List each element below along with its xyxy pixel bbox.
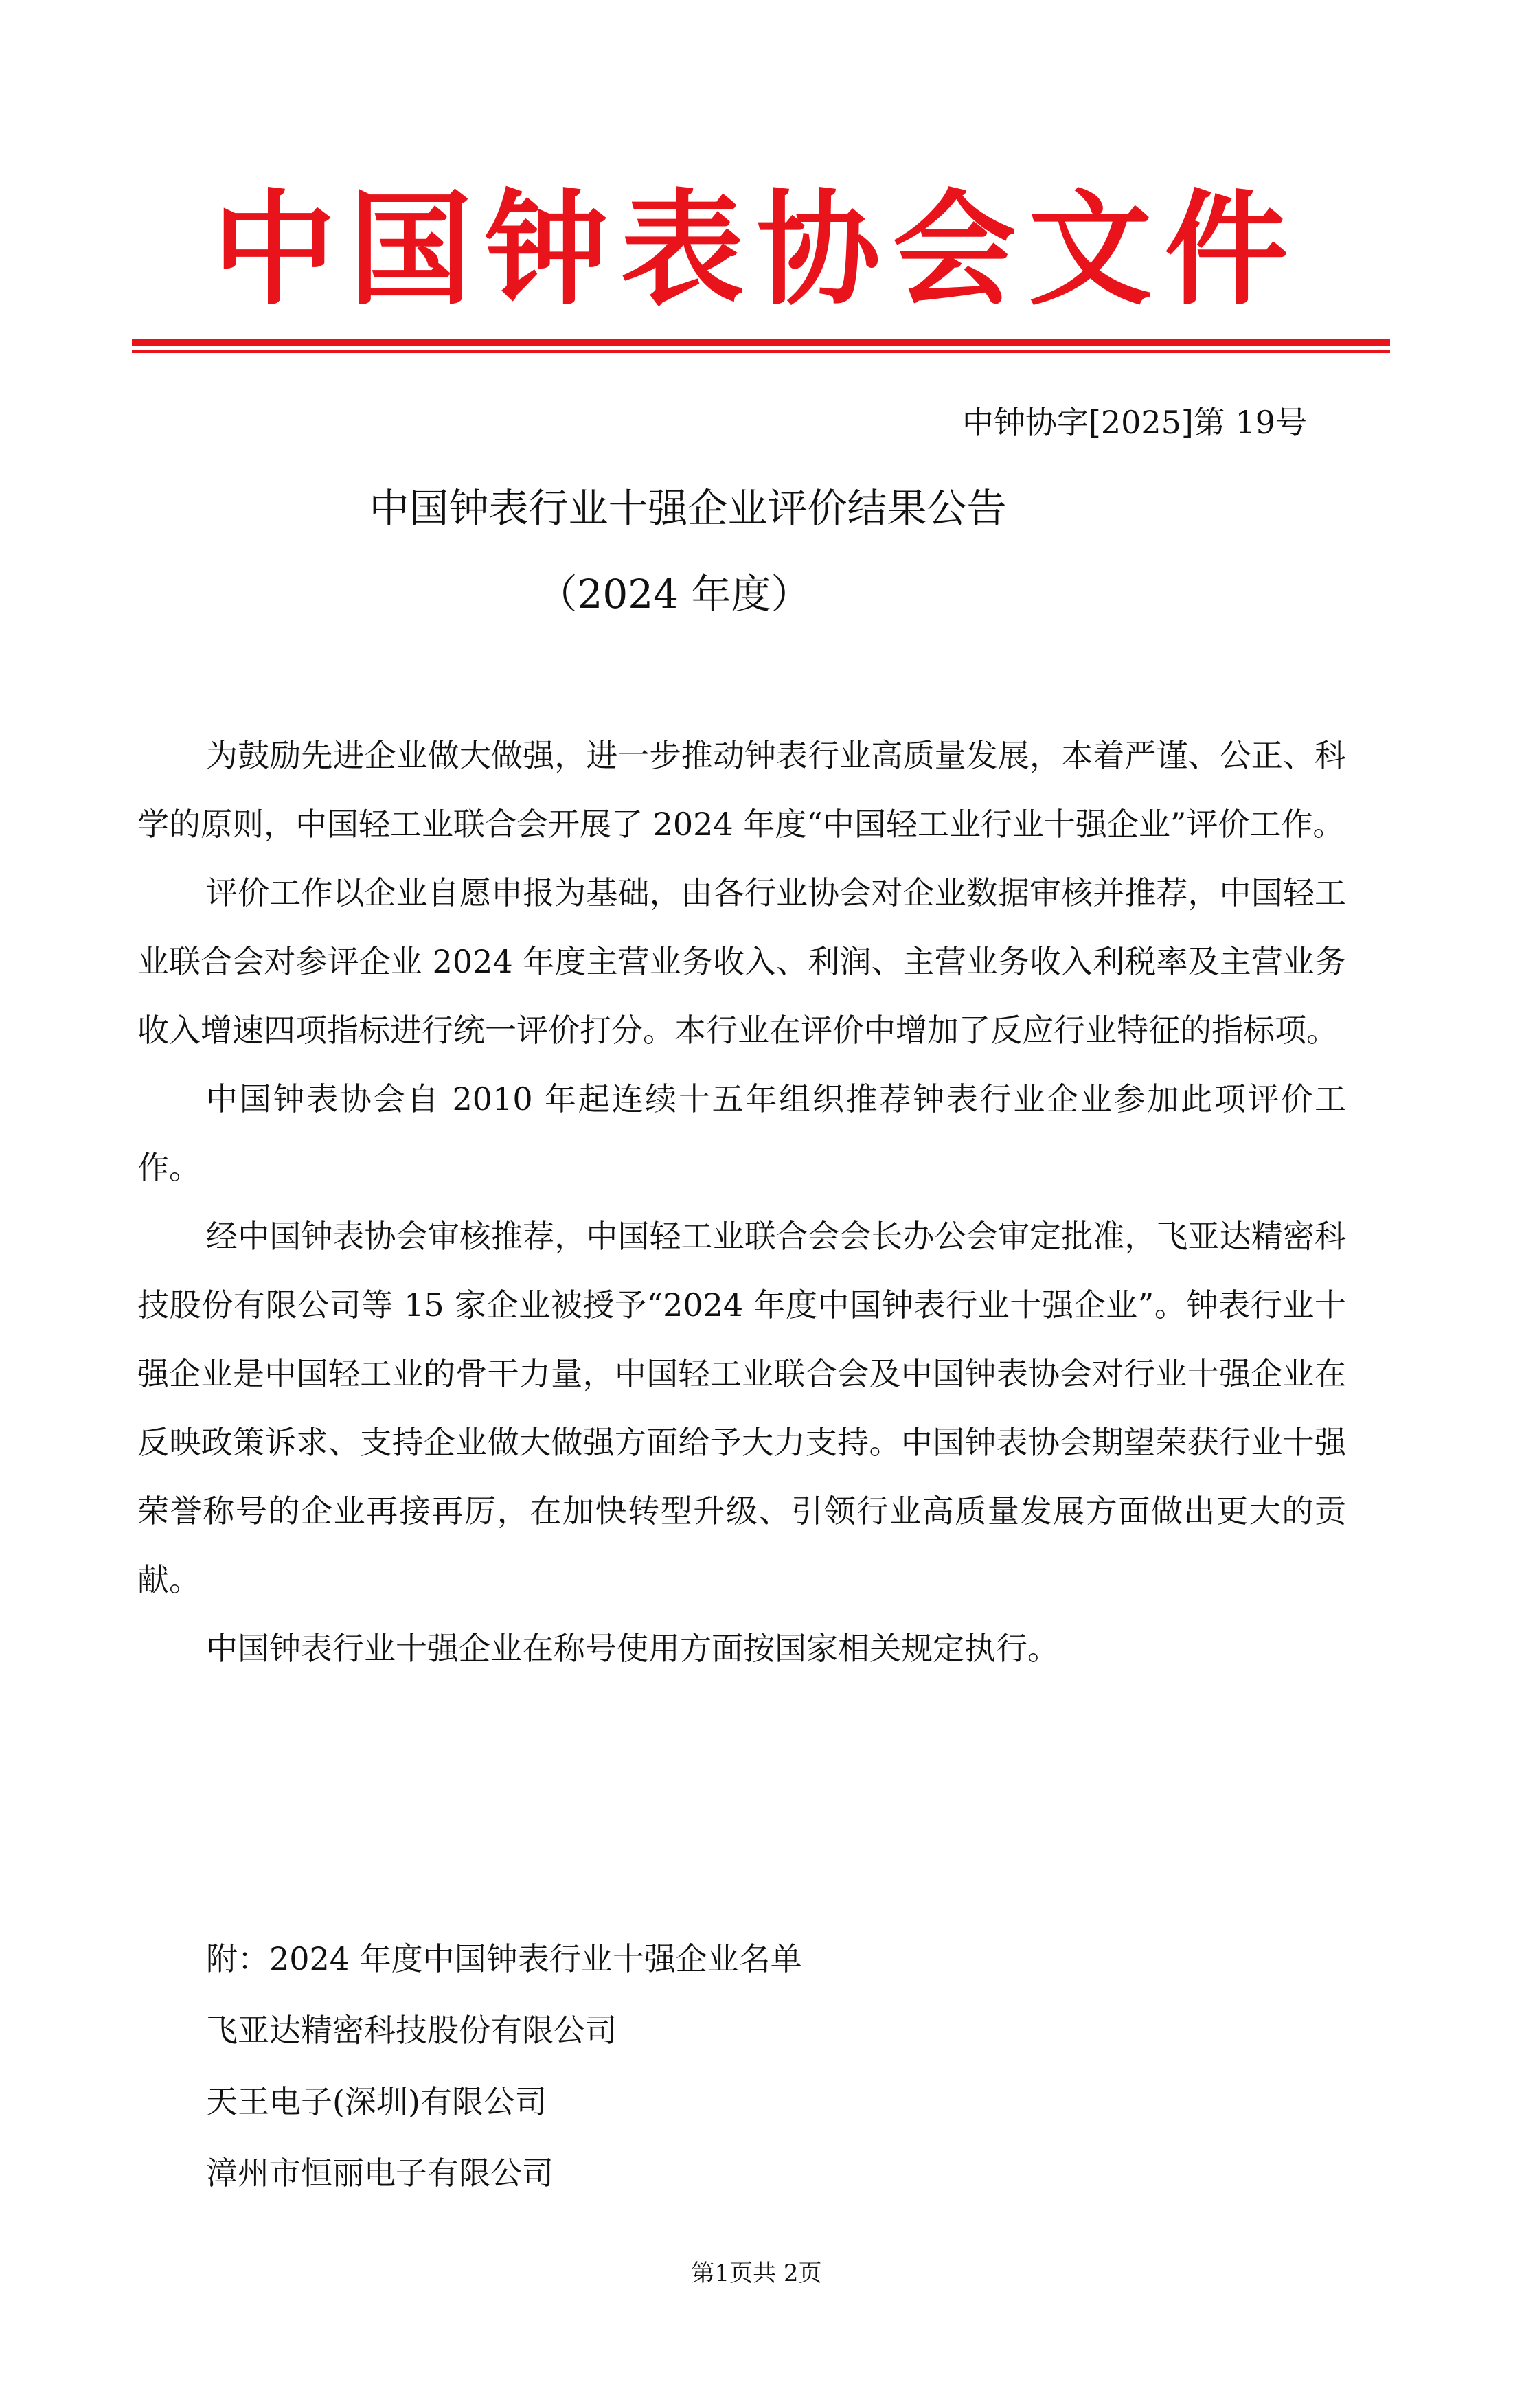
attachment-list (206, 1923, 802, 2209)
paragraph-3: 中国钟表协会自 2010 年起连续十五年组织推荐钟表行业企业参加此项评价工作。 (137, 1080, 1346, 1186)
announcement-year: （2024 年度） (537, 571, 811, 617)
paragraph-2: 评价工作以企业自愿申报为基础，由各行业协会对企业数据审核并推荐，中国轻工业联合会对参评企业 2024 年度主营业务收入、利润、主营业务收入利税率及主营业务收入增速四项指标进行统一评价打分。本行业在评价中增加了反应行业特征的指标项。 (137, 874, 1346, 1049)
document-header-title: 中国钟表协会文件 (212, 179, 1301, 322)
announcement-title: 中国钟表行业十强企业评价结果公告 (369, 485, 1007, 532)
header-red-rule-thick (132, 339, 1390, 346)
company-item: 飞亚达精密科技股份有限公司 (206, 2012, 617, 2049)
paragraph-1: 为鼓励先进企业做大做强，进一步推动钟表行业高质量发展，本着严谨、公正、科学的原则，中国轻工业联合会开展了 2024 年度“中国轻工业行业十强企业”评价工作。 (137, 737, 1346, 843)
paragraph-5: 中国钟表行业十强企业在称号使用方面按国家相关规定执行。 (206, 1630, 1059, 1667)
header-red-rule-thin (132, 350, 1390, 353)
attachment-heading: 附：2024 年度中国钟表行业十强企业名单 (206, 1940, 802, 1977)
page-number: 第1页共 2页 (691, 2260, 822, 2287)
company-item: 天王电子(深圳)有限公司 (206, 2083, 547, 2120)
document-number: 中钟协字[2025]第 19号 (962, 404, 1307, 441)
paragraph-4: 经中国钟表协会审核推荐，中国轻工业联合会会长办公会审定批准，飞亚达精密科技股份有限公司等 15 家企业被授予“2024 年度中国钟表行业十强企业”。钟表行业十强企业是中国轻工业的骨干力量，中国轻工业联合会及中国钟表协会对行业十强企业在反映政策诉求、支持企业做大做强方面给予大力支持。中国钟表协会期望荣获行业十强荣誉称号的企业再接再厉，在加快转型升级、引领行业高质量发展方面做出更大的贡献。 (137, 1218, 1346, 1598)
company-item: 漳州市恒丽电子有限公司 (206, 2155, 554, 2192)
body-text (137, 721, 1346, 1683)
